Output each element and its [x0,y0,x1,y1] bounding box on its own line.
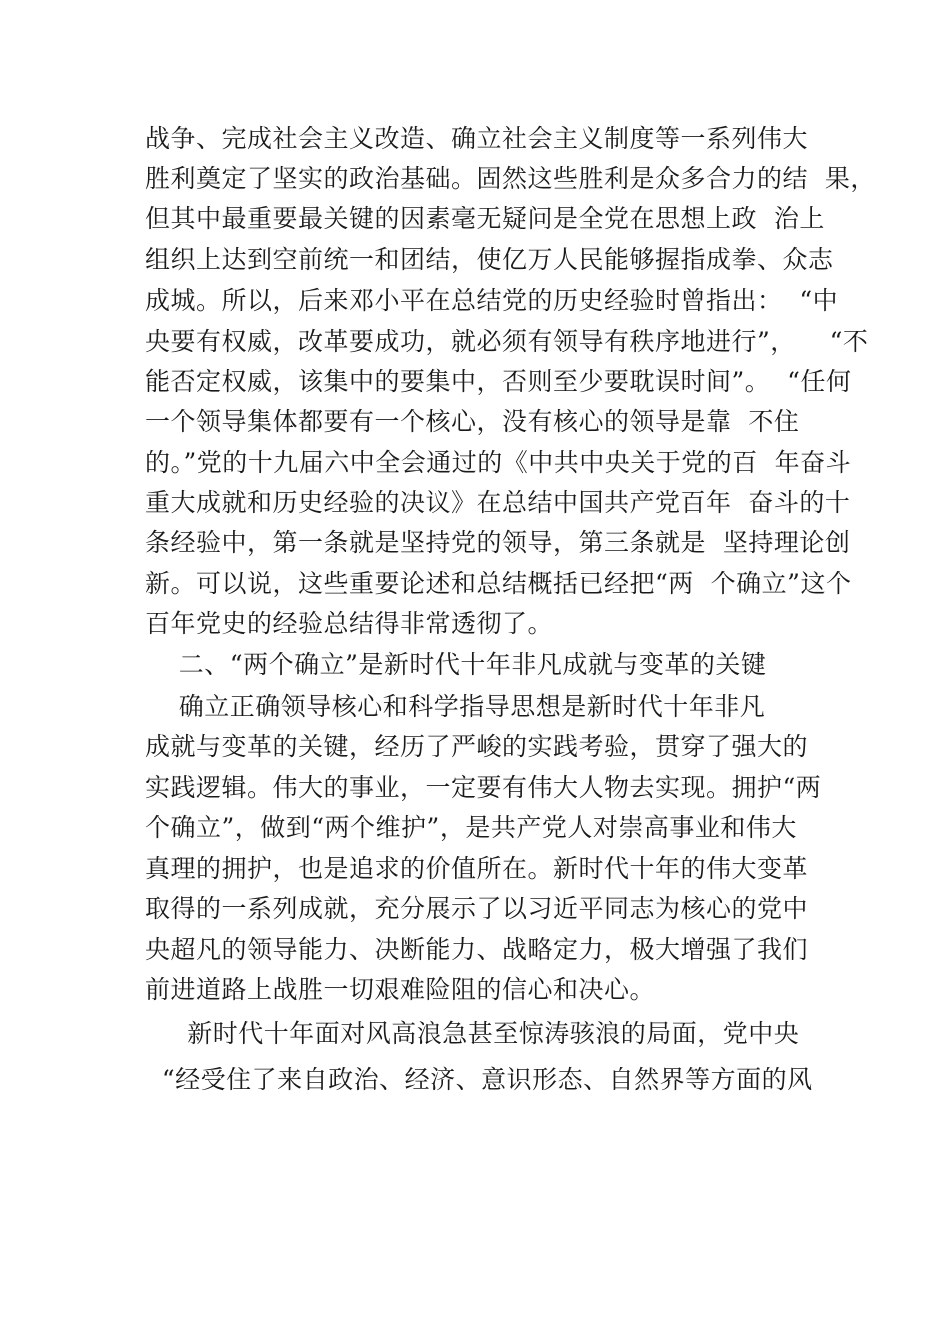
text-line: 取得的一系列成就，充分展示了以习近平同志为核心的党中 [145,894,809,923]
text-line: 真理的拥护，也是追求的价值所在。新时代十年的伟大变革 [145,854,809,883]
text-line: 新时代十年面对风高浪急甚至惊涛骇浪的局面，党中央 [145,1019,800,1048]
text-line: 重大成就和历史经验的决议》在总结中国共产党百年 奋斗的十 [145,488,851,517]
text-line: 的。”党的十九届六中全会通过的《中共中央关于党的百 年奋斗 [145,448,852,477]
text-line: 一个领导集体都要有一个核心，没有核心的领导是靠 不住 [145,407,800,436]
text-line: 能否定权威，该集中的要集中，否则至少要耽误时间”。 “任何 [145,367,852,396]
text-line: 确立正确领导核心和科学指导思想是新时代十年非凡 [145,692,766,721]
text-line: 央要有权威，改革要成功，就必须有领导有秩序地进行”， “不 [145,327,869,356]
text-line: 成就与变革的关键，经历了严峻的实践考验，贯穿了强大的 [145,732,809,761]
text-line: 胜利奠定了坚实的政治基础。固然这些胜利是众多合力的结 果， [145,164,876,193]
text-line: 成城。所以，后来邓小平在总结党的历史经验时曾指出： “中 [145,286,839,315]
text-line: “经受住了来自政治、经济、意识形态、自然界等方面的风 [145,1065,813,1094]
text-line: 战争、完成社会主义改造、确立社会主义制度等一系列伟大 [145,124,809,153]
text-line: 个确立”，做到“两个维护”，是共产党人对崇高事业和伟大 [145,813,797,842]
text-line: 新。可以说，这些重要论述和总结概括已经把“两 个确立”这个 [145,569,852,598]
text-line: 前进道路上战胜一切艰难险阻的信心和决心。 [145,975,656,1004]
text-line: 条经验中，第一条就是坚持党的领导，第三条就是 坚持理论创 [145,528,851,557]
text-line: 实践逻辑。伟大的事业，一定要有伟大人物去实现。拥护“两 [145,773,822,802]
text-line: 百年党史的经验总结得非常透彻了。 [145,609,554,638]
text-line: 组织上达到空前统一和团结，使亿万人民能够握指成拳、众志 [145,245,834,274]
text-line: 央超凡的领导能力、决断能力、战略定力，极大增强了我们 [145,935,809,964]
section-heading: 二、“两个确立”是新时代十年非凡成就与变革的关键 [145,650,767,679]
text-line: 但其中最重要最关键的因素毫无疑问是全党在思想上政 治上 [145,204,825,233]
